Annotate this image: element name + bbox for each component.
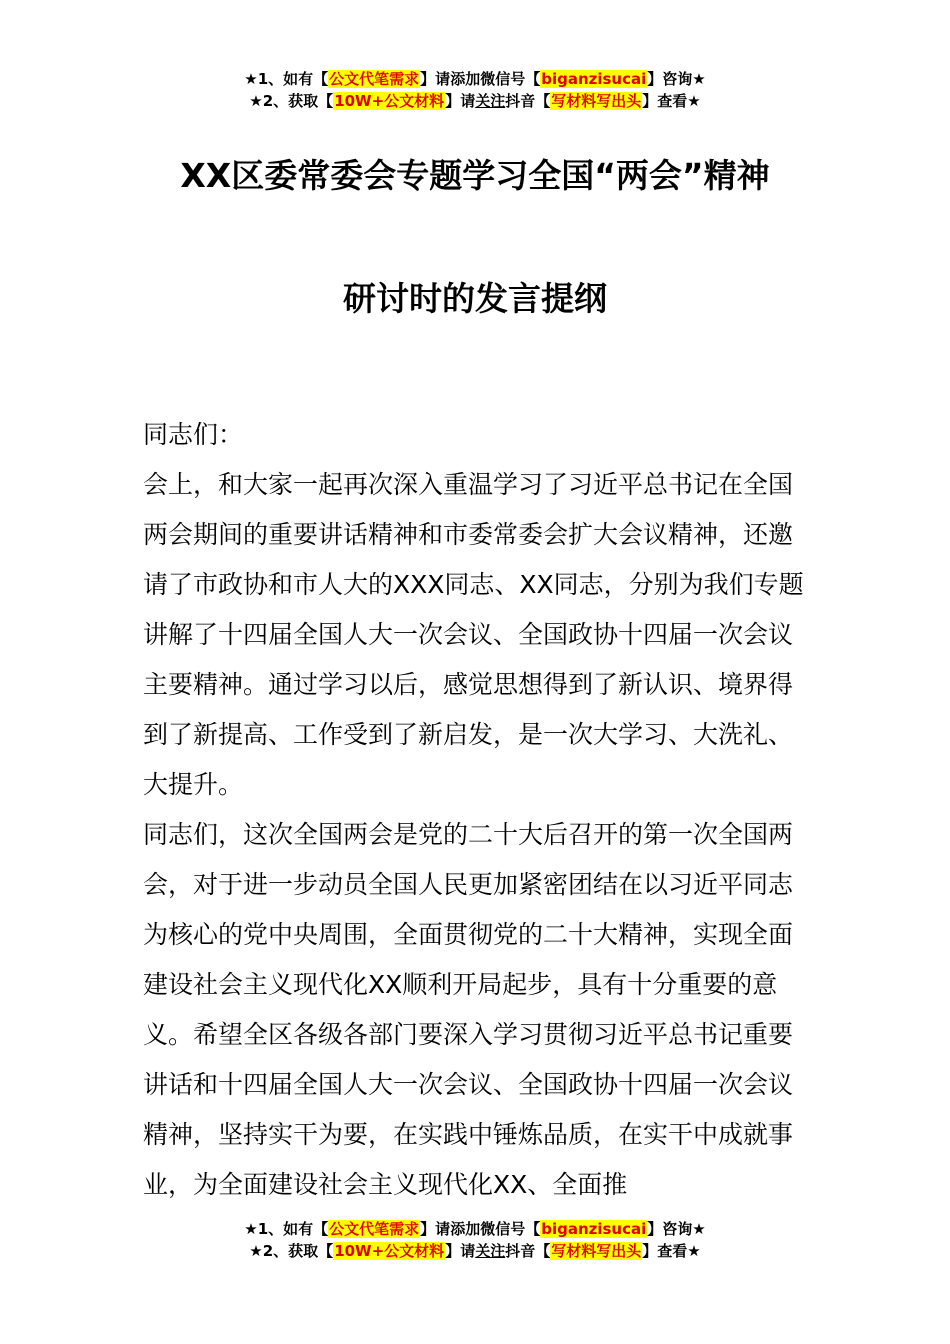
footer-banner — [0, 1218, 950, 1262]
banner-highlight: 10W+公文材料 — [334, 1242, 445, 1260]
banner-highlight: 公文代笔需求 — [329, 70, 420, 88]
banner-text: 微信号【 — [480, 1220, 541, 1238]
salutation: 同志们： — [143, 420, 244, 449]
header-banner — [0, 68, 950, 112]
banner-highlight: 写材料写出头 — [551, 92, 642, 110]
document-title-line-2: 研讨时的发言提纲 — [343, 279, 607, 318]
banner-emphasis: 添加 — [450, 70, 481, 88]
banner-highlight: 公文代笔需求 — [329, 1220, 420, 1238]
banner-text: 】请 — [445, 92, 476, 110]
banner-line-1 — [0, 68, 950, 90]
banner-text: 抖音【 — [505, 1242, 551, 1260]
banner-text: 】查看★ — [642, 92, 701, 110]
banner-text: ★2、获取【 — [249, 1242, 334, 1260]
banner-text: 】咨询★ — [647, 70, 706, 88]
banner-text: 】请 — [445, 1242, 476, 1260]
banner-text: 】请 — [420, 70, 451, 88]
banner-highlight: 10W+公文材料 — [334, 92, 445, 110]
banner-text: 抖音【 — [505, 92, 551, 110]
banner-emphasis: 关注 — [475, 92, 506, 110]
body-paragraph: 同志们，这次全国两会是党的二十大后召开的第一次全国两会，对于进一步动员全国人民更加紧密团结在以习近平同志为核心的党中央周围，全面贯彻党的二十大精神，实现全面建设社会主义现代化XX顺利开局起步，具有十分重要的意义。希望全区各级各部门要深入学习贯彻习近平总书记重要讲话和十四届全国人大一次会议、全国政协十四届一次会议精神，坚持实干为要，在实践中锤炼品质，在实干中成就事业，为全面建设社会主义现代化XX、全面推 — [143, 820, 794, 1199]
document-title-line-1: XX区委常委会专题学习全国“两会”精神 — [180, 156, 770, 195]
banner-highlight: biganzisucai — [541, 1220, 647, 1238]
banner-emphasis: 添加 — [450, 1220, 481, 1238]
banner-text: 微信号【 — [480, 70, 541, 88]
banner-highlight: 写材料写出头 — [551, 1242, 642, 1260]
banner-text: 】请 — [420, 1220, 451, 1238]
banner-line-2 — [0, 1240, 950, 1262]
banner-text: ★1、如有【 — [244, 70, 329, 88]
body-paragraph: 会上，和大家一起再次深入重温学习了习近平总书记在全国两会期间的重要讲话精神和市委常委会扩大会议精神，还邀请了市政协和市人大的XXX同志、XX同志，分别为我们专题讲解了十四届全国人大一次会议、全国政协十四届一次会议主要精神。通过学习以后，感觉思想得到了新认识、境界得到了新提高、工作受到了新启发，是一次大学习、大洗礼、大提升。 — [143, 470, 804, 799]
banner-highlight: biganzisucai — [541, 70, 647, 88]
banner-line-1 — [0, 1218, 950, 1240]
banner-text: ★2、获取【 — [249, 92, 334, 110]
banner-emphasis: 关注 — [475, 1242, 506, 1260]
banner-text: ★1、如有【 — [244, 1220, 329, 1238]
banner-text: 】查看★ — [642, 1242, 701, 1260]
banner-text: 】咨询★ — [647, 1220, 706, 1238]
document-body — [143, 410, 808, 1210]
banner-line-2 — [0, 90, 950, 112]
